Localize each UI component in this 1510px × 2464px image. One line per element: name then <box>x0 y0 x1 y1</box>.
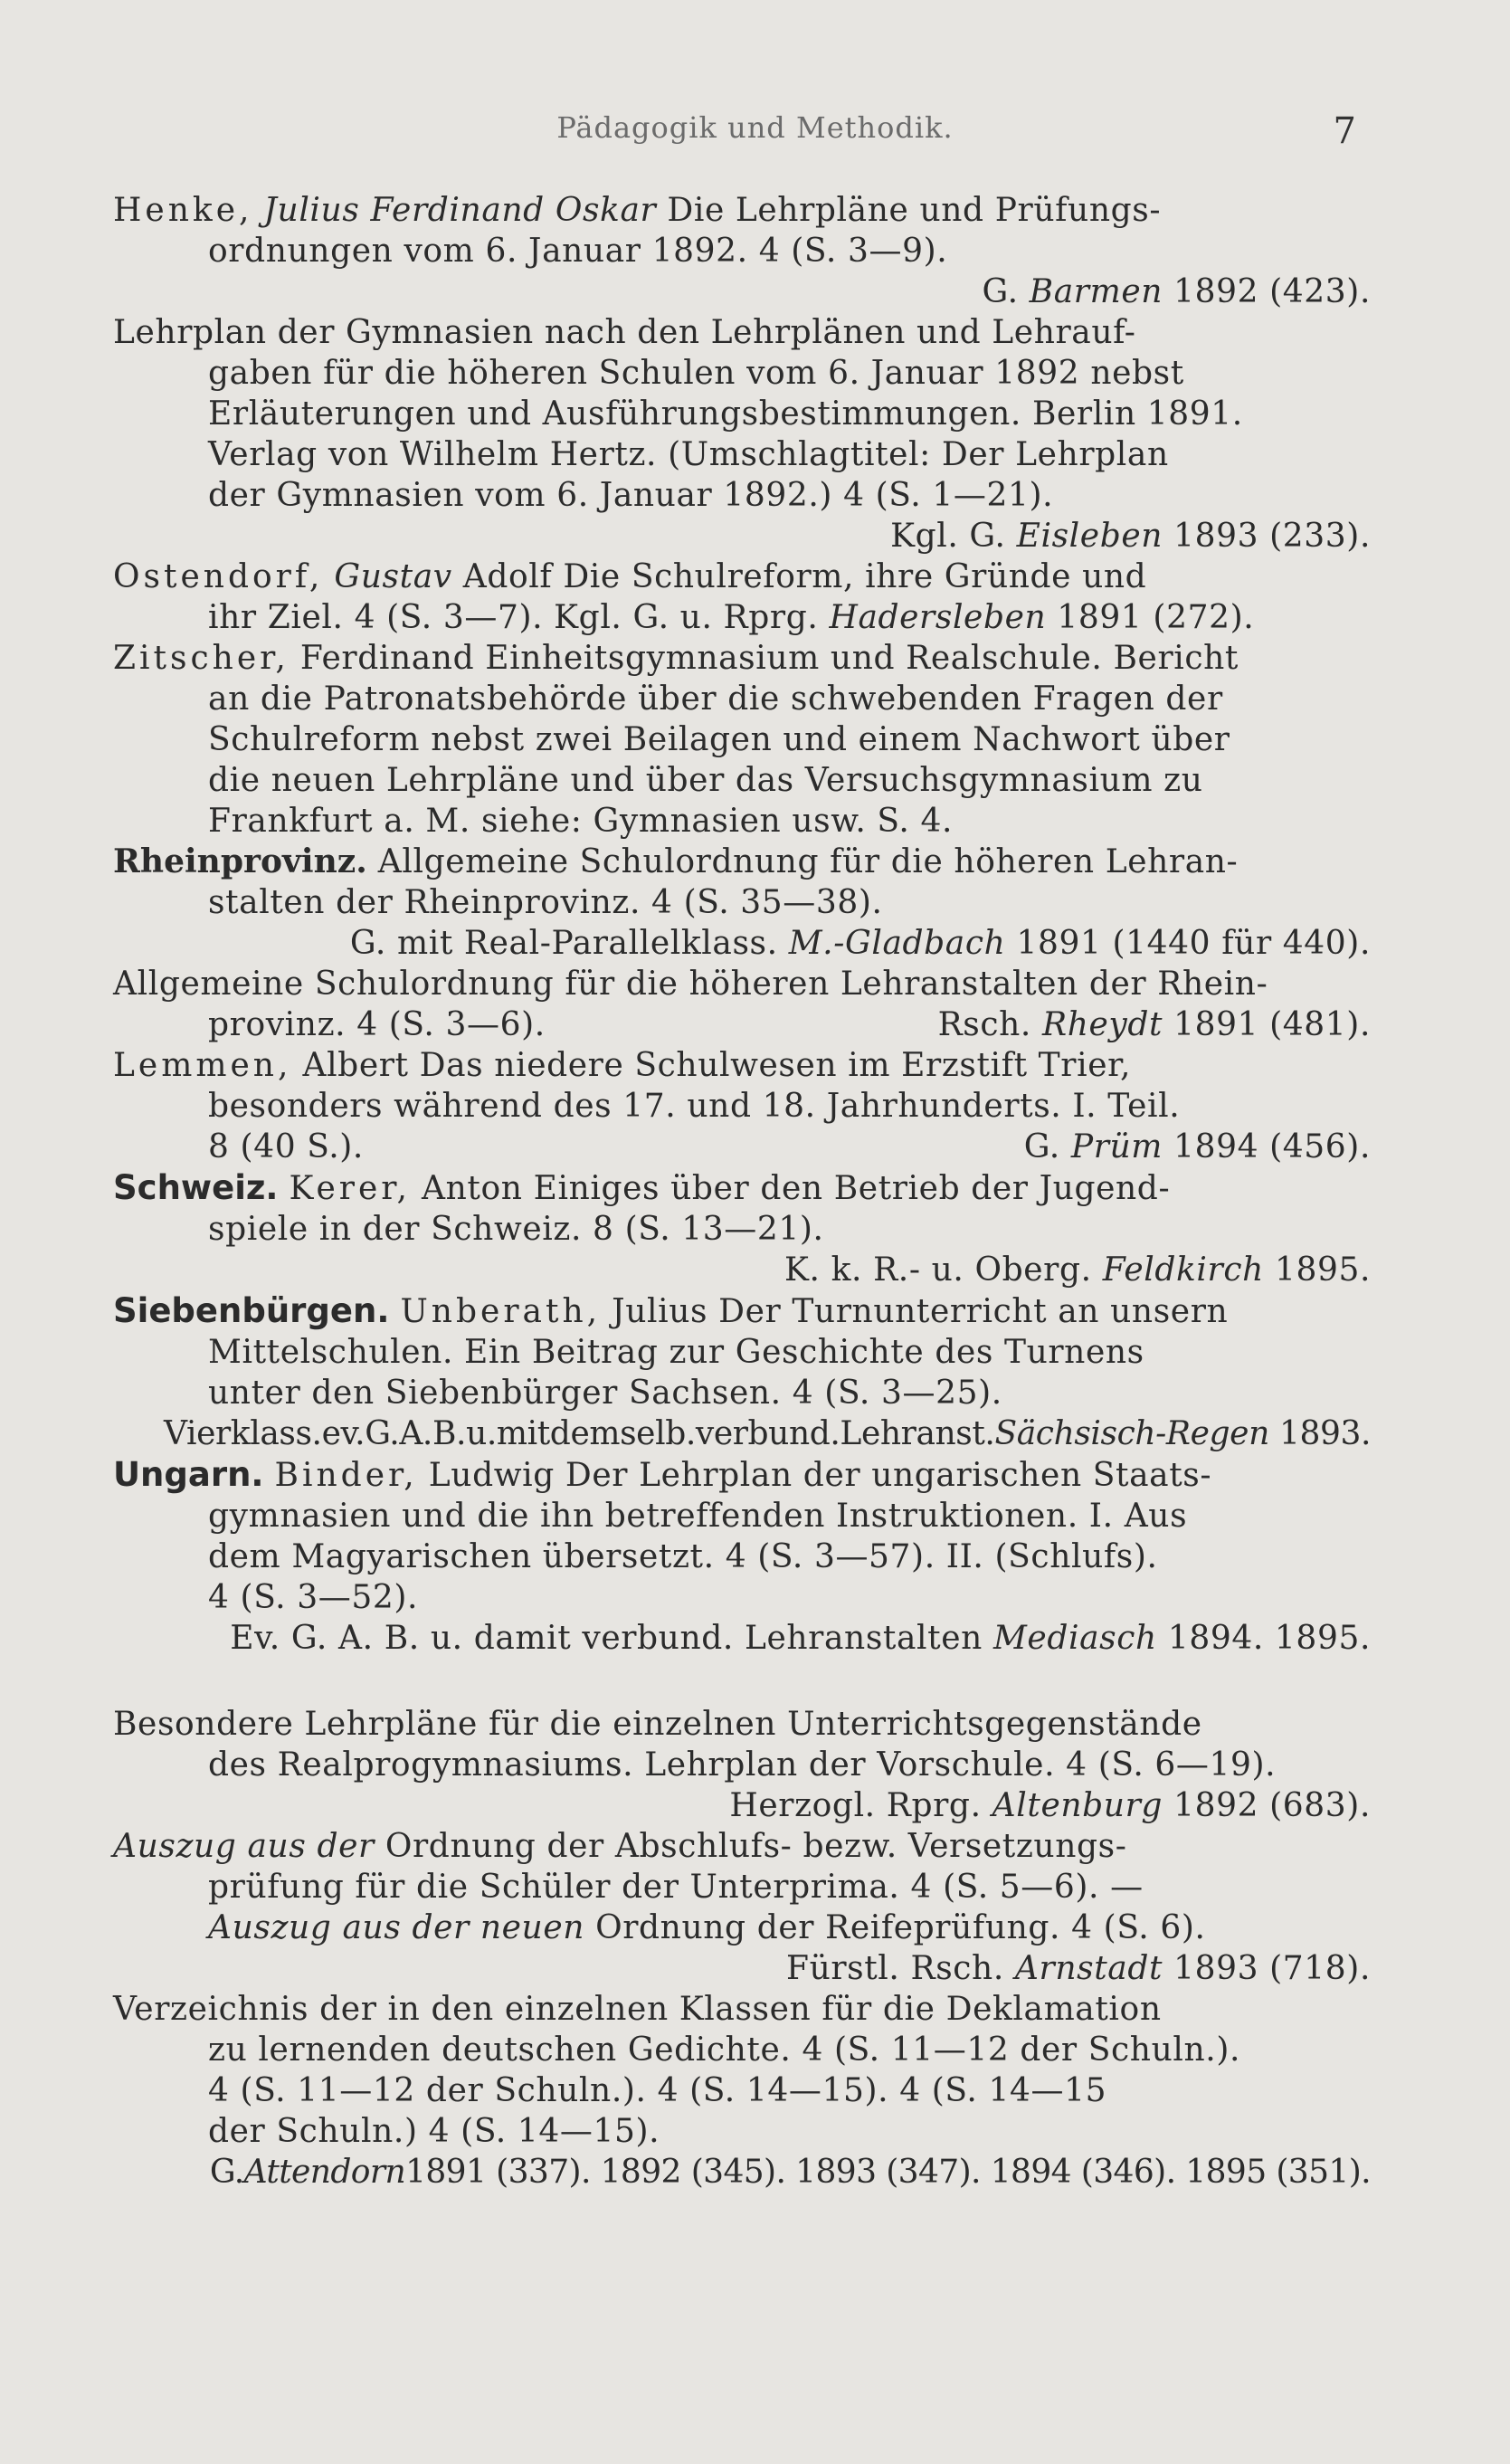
entry-besondere-lehrplaene: Besondere Lehrpläne für die einzelnen Unterrichtsgegenstände des Realprogymnasiums. Lehrplan der Vorschule. 4 (S. 6—19). Herzogl. Rprg. Altenburg 1892 (683). <box>113 1706 1371 1824</box>
entry-verzeichnis: Verzeichnis der in den einzelnen Klassen für die Deklamation zu lernenden deutschen Gedichte. 4 (S. 11—12 der Schuln.). 4 (S. 11—12 der Schuln.). 4 (S. 14—15). 4 (S. 14—15 der Schuln.) 4 (S. 14—15). G.Attendorn1891 (337). 1892 (345). 1893 (347). 1894 (346). 1895 (351). <box>113 1991 1371 2191</box>
page-number: 7 <box>1333 110 1356 152</box>
entry-lehrplan-gymnasien: Lehrplan der Gymnasien nach den Lehrplänen und Lehrauf- gaben für die höheren Schulen vom 6. Januar 1892 nebst Erläuterungen und Ausführungsbestimmungen. Berlin 1891. Verlag von Wilhelm Hertz. (Umschlagtitel: Der Lehrplan der Gymnasien vom 6. Januar 1892.) 4 (S. 1—21). Kgl. G. Eisleben 1893 (233). <box>113 314 1371 555</box>
source-line: Herzogl. Rprg. Altenburg 1892 (683). <box>729 1787 1371 1824</box>
source-line: Ev. G. A. B. u. damit verbund. Lehranstalten Mediasch 1894. 1895. <box>230 1620 1371 1657</box>
section-heading: Rheinprovinz. <box>113 842 367 880</box>
entry-rheinprovinz: Rheinprovinz. Allgemeine Schulordnung für die höheren Lehran- stalten der Rheinprovinz. 4 (S. 35—38). G. mit Real-Parallelklass. M.-Gladbach 1891 (1440 für 440). <box>113 842 1371 962</box>
source-line: G. Barmen 1892 (423). <box>982 273 1371 310</box>
source-line: K. k. R.- u. Oberg. Feldkirch 1895. <box>784 1251 1371 1289</box>
entry-siebenbuergen: Siebenbürgen. Unberath, Julius Der Turnunterricht an unsern Mittelschulen. Ein Beitrag zur Geschichte des Turnens unter den Siebenbürger Sachsen. 4 (S. 3—25). Vierklass.ev.G.A.B.u.mitdemselb.verbund.Lehranst.Sächsisch-Regen 1893. <box>113 1291 1371 1452</box>
running-head: Pädagogik und Methodik. <box>556 110 954 145</box>
section-heading: Ungarn. <box>113 1455 264 1494</box>
section-heading: Siebenbürgen. <box>113 1291 390 1330</box>
source-line: G. mit Real-Parallelklass. M.-Gladbach 1891 (1440 für 440). <box>349 925 1371 962</box>
entry-auszug: Auszug aus der Ordnung der Abschlufs- bezw. Versetzungs- prüfung für die Schüler der Unterprima. 4 (S. 5—6). — Auszug aus der neuen Ordnung der Reifeprüfung. 4 (S. 6). Fürstl. Rsch. Arnstadt 1893 (718). <box>113 1828 1371 1987</box>
section-gap <box>113 1659 1371 1704</box>
entry-henke: Henke, Julius Ferdinand Oskar Die Lehrpläne und Prüfungs- ordnungen vom 6. Januar 1892. 4 (S. 3—9). G. Barmen 1892 (423). <box>113 192 1371 310</box>
entry-ostendorf: Ostendorf, Gustav Adolf Die Schulreform, ihre Gründe und ihr Ziel. 4 (S. 3—7). Kgl. G. u. Rprg. Hadersleben 1891 (272). <box>113 558 1255 636</box>
source-line: Vierklass.ev.G.A.B.u.mitdemselb.verbund.Lehranst.Sächsisch-Regen 1893. <box>164 1415 1371 1452</box>
entry-zitscher: Zitscher, Ferdinand Einheitsgymnasium und Realschule. Bericht an die Patronatsbehörde über die schwebenden Fragen der Schulreform nebst zwei Beilagen und einem Nachwort über die neuen Lehrpläne und über das Versuchsgymnasium zu Frankfurt a. M. siehe: Gymnasien usw. S. 4. <box>113 640 1239 840</box>
entry-allgemeine-schulordnung: Allgemeine Schulordnung für die höheren Lehranstalten der Rhein- provinz. 4 (S. 3—6). Rsch. Rheydt 1891 (481). <box>113 966 1371 1043</box>
source-line: Kgl. G. Eisleben 1893 (233). <box>890 518 1371 555</box>
source-line: Fürstl. Rsch. Arnstadt 1893 (718). <box>785 1950 1371 1987</box>
entry-lemmen: Lemmen, Albert Das niedere Schulwesen im Erzstift Trier, besonders während des 17. und 18. Jahrhunderts. I. Teil. 8 (40 S.). G. Prüm 1894 (456). <box>113 1047 1371 1165</box>
entry-schweiz: Schweiz. Kerer, Anton Einiges über den Betrieb der Jugend- spiele in der Schweiz. 8 (S. 13—21). K. k. R.- u. Oberg. Feldkirch 1895. <box>113 1168 1371 1289</box>
page-body <box>113 190 1371 2193</box>
section-heading: Schweiz. <box>113 1168 279 1207</box>
source-line: G.Attendorn1891 (337). 1892 (345). 1893 (347). 1894 (346). 1895 (351). <box>209 2154 1371 2191</box>
page-header <box>0 110 1510 156</box>
entry-ungarn: Ungarn. Binder, Ludwig Der Lehrplan der ungarischen Staats- gymnasien und die ihn betreffenden Instruktionen. I. Aus dem Magyarischen übersetzt. 4 (S. 3—57). II. (Schlufs). 4 (S. 3—52). Ev. G. A. B. u. damit verbund. Lehranstalten Mediasch 1894. 1895. <box>113 1455 1371 1657</box>
